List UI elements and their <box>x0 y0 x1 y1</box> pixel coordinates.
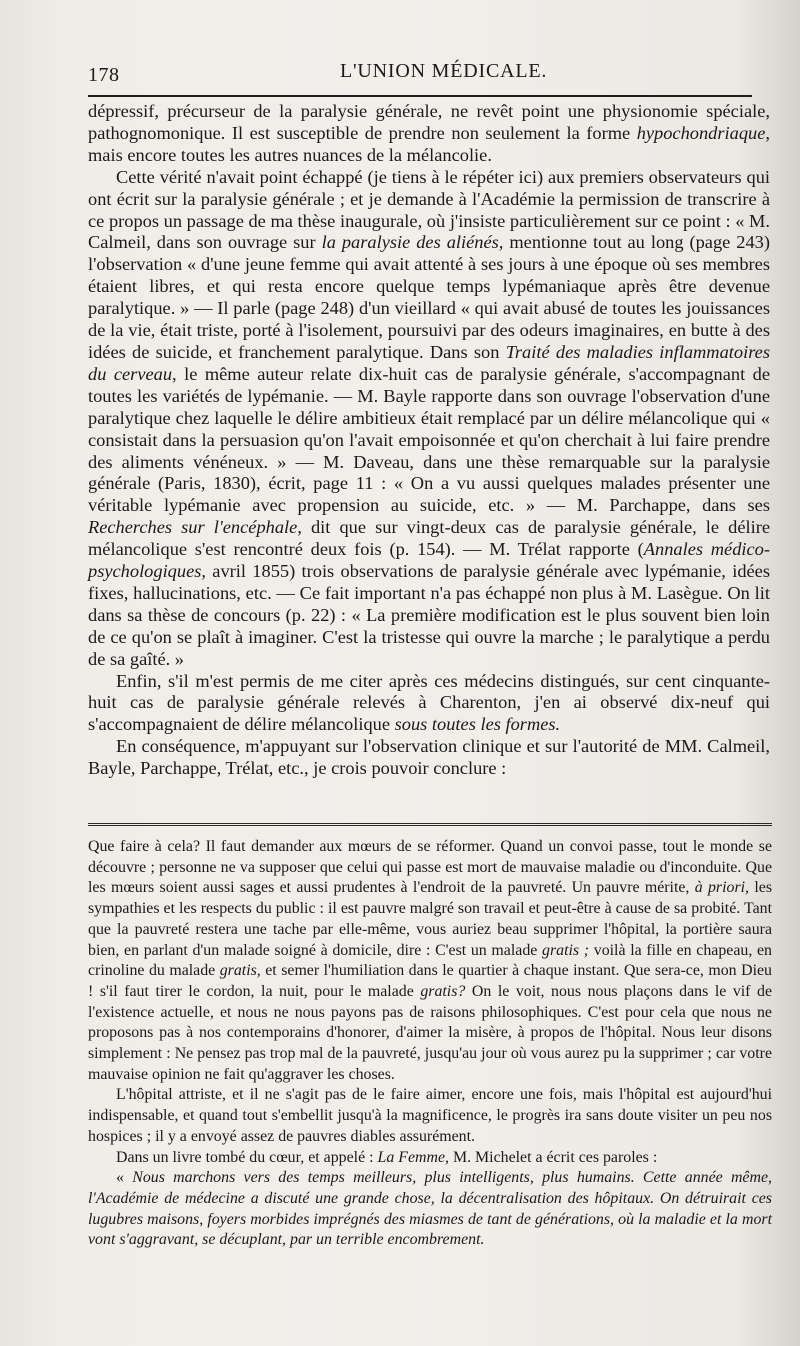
body-paragraph <box>88 736 770 780</box>
italic-run: gratis, <box>219 962 261 980</box>
body-paragraph <box>88 101 770 167</box>
text-run: Dans un livre tombé du cœur, et appelé : <box>116 1148 378 1166</box>
text-run: et semer l'humiliation dans le quartier à chaque instant. Que sera-ce, mon Dieu ! s'il faut tirer le cordon, la nuit, pour le malade <box>88 962 772 1000</box>
italic-run: sous toutes les formes. <box>394 714 561 735</box>
page-header <box>88 60 756 90</box>
text-run: M. Michelet a écrit ces paroles : <box>448 1148 658 1166</box>
italic-run: à priori, <box>694 879 750 897</box>
text-run: dépressif, précurseur de la paralysie générale, ne revêt point une physionomie spéciale, pathognomonique. Il est susceptible de prendre non seulement la forme <box>88 101 770 143</box>
main-text <box>88 101 770 780</box>
running-title: L'UNION MÉDICALE. <box>340 60 548 82</box>
feuilleton-paragraph <box>88 1148 772 1169</box>
italic-run: La Femme, <box>377 1148 449 1166</box>
text-run: Cette vérité n'avait point échappé (je tiens à le répéter ici) aux premiers observateurs qui ont écrit sur la paralysie générale ; et je demande à l'Académie la permission de transcrire à ce propos un passage de ma thèse inaugurale, où j'insiste particulièrement sur ce point : « M. Calmeil, dans son ouvrage sur <box>88 166 770 253</box>
text-run: dit que sur vingt-deux cas de paralysie générale, le délire mélancolique s'est rencontré deux fois (p. 154). — M. Trélat rapporte ( <box>88 517 770 560</box>
text-run: mentionne tout au long (page 243) l'observation « d'une jeune femme qui avait attenté à ses jours à une époque où ses membres étaient libres, et qui resta encore quelque temps lypémaniaque après être devenue paralytique. » — Il parle (page 248) d'un vieillard « qui avait abusé de toutes les jouissances de la vie, était triste, porté à l'isolement, poursuivi par des odeurs imaginaires, en butte à des idées de suicide, et franchement paralytique. Dans son <box>88 232 770 362</box>
text-run: « <box>116 1169 133 1187</box>
text-run: les sympathies et les respects du public : il est pauvre malgré son travail et peut-être à cause de sa probité. Tant que la pauvreté restera une tache par elle-même, vous auriez beau supprimer l'hôpital, la portière saura bien, en parlant d'un malade soigné à domicile, dire : C'est un malade <box>88 879 773 959</box>
text-run: L'hôpital attriste, et il ne s'agit pas de le faire aimer, encore une fois, mais l'hôpital est aujourd'hui indispensable, et quand tout s'embellit jusqu'à la magnificence, le progrès ira sans doute visiter un peu nos hospices ; il y a envoyé assez de pauvres diables assurément. <box>88 1086 772 1145</box>
header-rule <box>88 95 752 97</box>
body-paragraph <box>88 167 770 671</box>
italic-run: la paralysie des aliénés, <box>321 232 504 253</box>
text-run: mais encore toutes les autres nuances de la mélancolie. <box>88 144 492 165</box>
feuilleton-paragraph <box>88 837 772 1085</box>
text-run: le même auteur relate dix-huit cas de paralysie générale, s'accompagnant de toutes les variétés de lypémanie. — M. Bayle rapporte dans son ouvrage l'observation d'une paralytique chez laquelle le délire ambitieux était remplacé par un délire mélancolique qui « consistait dans la persuasion qu'on l'avait empoisonnée et qu'on cherchait à lui faire prendre des aliments vénéneux. » — M. Daveau, dans une thèse remarquable sur la paralysie générale (Paris, 1830), écrit, page 11 : « On a vu aussi quelques malades présenter une véritable lypémanie avec propension au suicide, etc. » — M. Parchappe, dans ses <box>88 363 771 516</box>
italic-run: Annales médico-psychologiques, <box>88 539 771 582</box>
text-run: Enfin, s'il m'est permis de me citer après ces médecins distingués, sur cent cinquante-huit cas de paralysie générale relevés à Charenton, j'en ai observé dix-neuf qui s'accompagnaient de délire mélancolique <box>88 670 770 735</box>
body-paragraph <box>88 671 770 737</box>
text-run: En conséquence, m'appuyant sur l'observation clinique et sur l'autorité de MM. Calmeil, Bayle, Parchappe, Trélat, etc., je crois pouvoir conclure : <box>88 736 770 779</box>
text-run: voilà la fille en chapeau, en crinoline du malade <box>88 941 772 980</box>
feuilleton-text <box>88 837 772 1251</box>
italic-run: Nous marchons vers des temps meilleurs, plus intelligents, plus humains. Cette année même, l'Académie de médecine a discuté une grande chose, la décentralisation des hôpitaux. On détruirait ces lugubres maisons, foyers morbides imprégnés des miasmes de tant de générations, où la maladie et la mort vont s'aggravant, se décuplant, par un terrible encombrement. <box>88 1169 772 1249</box>
italic-run: hypochondriaque, <box>636 122 770 143</box>
italic-run: Recherches sur l'encéphale, <box>88 517 302 538</box>
italic-run: gratis? <box>420 982 466 1000</box>
feuilleton-paragraph <box>88 1168 772 1251</box>
feuilleton-paragraph <box>88 1085 772 1147</box>
text-run: avril 1855) trois observations de paralysie générale avec lypémanie, idées fixes, hallucinations, etc. — Ce fait important n'a pas échappé non plus à M. Lasègue. On lit dans sa thèse de concours (p. 22) : « La première modification est le plus souvent bien loin de ce qu'on se plaît à imaginer. C'est la tristesse qui ouvre la marche ; le paralytique a perdu de sa gaîté. » <box>88 561 770 669</box>
text-run: On le voit, nous nous plaçons dans le vif de l'existence actuelle, et nous ne nous payons pas de raisons philosophiques. C'est pour cela que nous ne proposons pas à nos contemporains d'honorer, d'aimer la misère, à propos de l'hôpital. Nous leur disons simplement : Ne pensez pas trop mal de la pauvreté, jusqu'au jour où vous aurez pu la supprimer ; car votre mauvaise opinion ne fait qu'aggraver les choses. <box>88 982 773 1083</box>
text-run: Que faire à cela? Il faut demander aux mœurs de se réformer. Quand un convoi passe, tout le monde se découvre ; personne ne va supposer que celui qui passe est mort de mauvaise maladie ou d'inconduite. Que les mœurs soient aussi sages et aussi prudentes à l'endroit de la pauvreté. Un pauvre mérite, <box>88 838 772 897</box>
italic-run: gratis ; <box>542 941 590 959</box>
italic-run: Traité des maladies inflammatoires du cerveau, <box>88 341 770 384</box>
footnote-separator <box>88 823 772 826</box>
page-number: 178 <box>88 64 120 86</box>
